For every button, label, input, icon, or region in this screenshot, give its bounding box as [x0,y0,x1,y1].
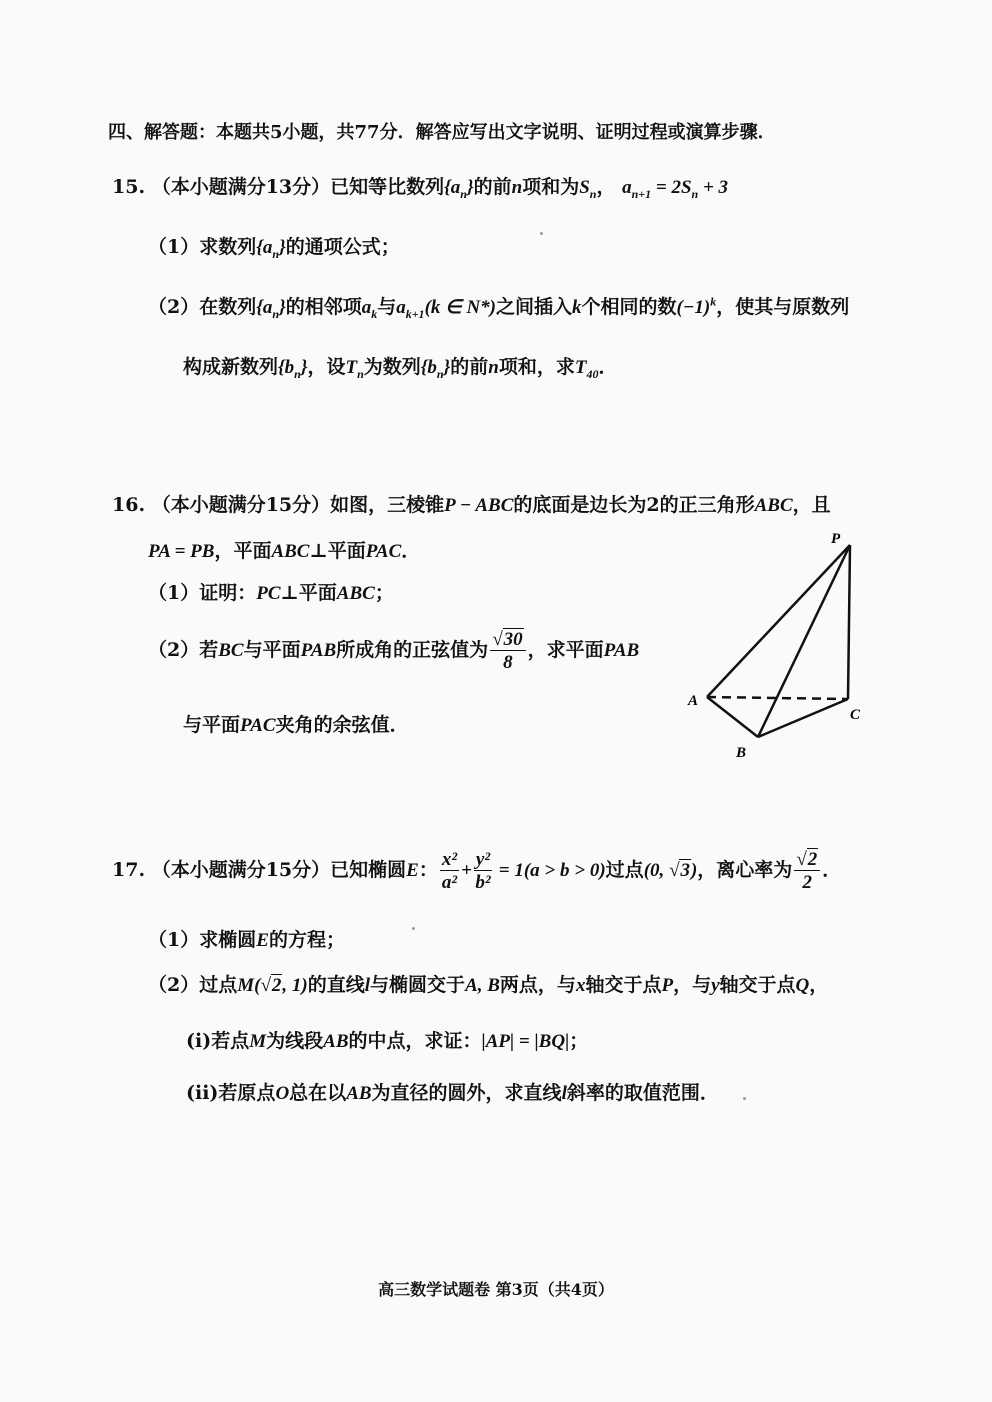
q16-part1: （1）证明：PC⊥平面ABC； [148,582,394,604]
edge-AB [707,697,758,737]
q15-score: （本小题满分13分） [151,176,331,198]
scan-speck [743,1097,746,1100]
ellipse-x-term: $\frac{\text{x²}}{\text{a²}}$ [441,849,458,893]
sine-fraction: $\frac{√30}{8}$ [490,630,525,672]
scan-speck [540,232,543,235]
edge-BC [758,699,848,737]
pyramid-diagram [680,525,880,765]
edge-PA [707,545,850,697]
question-16-stem: 16. （本小题满分15分）如图，三棱锥P − ABC的底面是边长为2的正三角形ABC，且 [112,494,831,516]
q16-part2-line1: （2）若BC与平面PAB所成角的正弦值为 $\frac{√30}{8}$ ，求平面PAB [148,629,640,673]
vertex-label-P: P [831,531,841,547]
question-17-stem: 17. （本小题满分15分）已知椭圆E： $\frac{\text{x²}}{\text{a²}}$ + $\frac{\text{y²}}{\text{b²}}$ = 1(a > b > 0)过点(0, √3)，离心率为 $\frac{√2}{2}$ ． [112,849,842,893]
ellipse-y-term: $\frac{\text{y²}}{\text{b²}}$ [475,849,491,893]
q16-condition: PA = PB，平面ABC⊥平面PAC． [148,540,421,562]
q17-part2-ii: (ii)若原点O总在以AB为直径的圆外，求直线l斜率的取值范围． [186,1082,719,1104]
vertex-label-C: C [850,707,861,723]
question-15-stem: 15. （本小题满分13分）已知等比数列$\{a_n\}$的前n项和为$S_n$， $a_{n+1} = 2S_n + 3$ [112,176,729,201]
page-footer: 高三数学试题卷 第3页（共4页） [378,1280,614,1299]
eccentricity-fraction: $\frac{√2}{2}$ [794,850,820,892]
edge-PB [758,545,850,737]
q16-part2-line2: 与平面PAC夹角的余弦值． [183,714,409,736]
q15-number: 15. [112,176,146,198]
vertex-label-B: B [736,745,747,761]
q15-relation: $a_{n+1} = 2S_n + 3$ [622,177,729,201]
scan-speck [412,927,415,930]
q17-part2-i: (i)若点M为线段AB的中点，求证：|AP| = |BQ|； [186,1030,589,1052]
q15-part1: （1）求数列$\{a_n\}$的通项公式； [148,236,400,261]
q17-part2: （2）过点M(√2, 1)的直线l与椭圆交于A, B两点，与x轴交于点P，与y轴交于点Q， [148,974,829,996]
pyramid-figure [680,525,880,765]
vertex-label-A: A [688,693,699,709]
edge-PC [848,545,850,699]
q15-part2-line1: （2）在数列$\{a_n\}$的相邻项$a_k$与$a_{k+1}(k$ ∈ N*)之间插入k个相同的数$(-1)^k$，使其与原数列 [148,294,850,321]
section-header: 四、解答题：本题共5小题，共77分．解答应写出文字说明、证明过程或演算步骤． [108,122,776,143]
q15-part2-line2: 构成新数列$\{b_n\}$，设$T_n$为数列$\{b_n\}$的前n项和，求$T_{40}$． [183,356,618,381]
q17-part1: （1）求椭圆E的方程； [148,929,345,951]
